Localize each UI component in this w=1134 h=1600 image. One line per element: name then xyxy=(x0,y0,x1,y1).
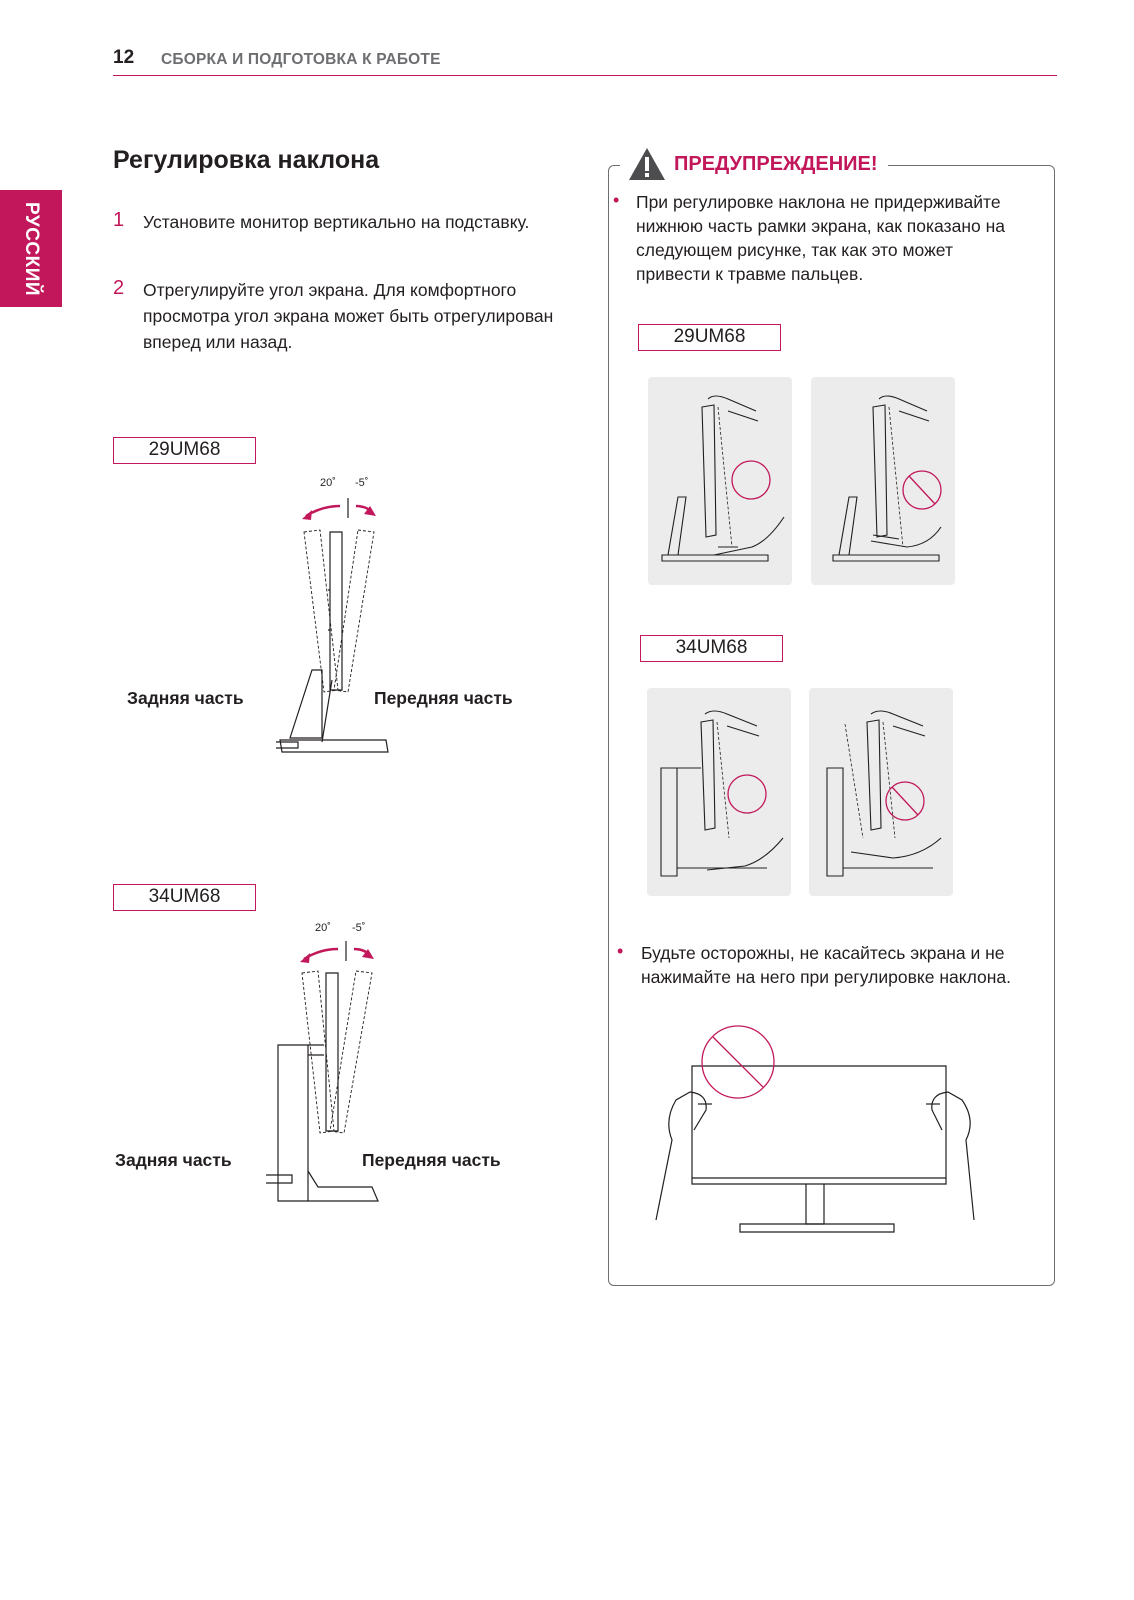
photo-hold-bottom-prohibited xyxy=(809,688,953,896)
angle-front-label: -5˚ xyxy=(355,477,369,489)
front-view-prohibited-illustration xyxy=(650,1020,980,1245)
step-2 xyxy=(113,277,563,367)
photo-hold-top-ok xyxy=(648,377,792,585)
warning-header-gap xyxy=(898,161,978,165)
main-heading: Регулировка наклона xyxy=(113,146,380,174)
warning-header xyxy=(620,144,888,184)
language-tab-label: РУССКИЙ xyxy=(21,201,42,296)
step-number: 1 xyxy=(113,209,125,231)
step-1 xyxy=(113,209,563,269)
step-number: 2 xyxy=(113,277,125,299)
model-label-34um68: 34UM68 xyxy=(640,635,783,662)
warning-text-1: При регулировке наклона не придерживайте нижнюю часть рамки экрана, как показано на следующем рисунке, так как это может привести к травме пальцев. xyxy=(636,192,1005,284)
page-number: 12 xyxy=(113,47,135,68)
warning-title: ПРЕДУПРЕЖДЕНИЕ! xyxy=(674,152,878,175)
bullet-icon: • xyxy=(617,941,624,961)
angle-back-label: 20˚ xyxy=(320,477,336,489)
tilt-diagram-29um68 xyxy=(260,490,410,770)
rear-label: Задняя часть xyxy=(127,688,244,708)
model-label-29um68: 29UM68 xyxy=(638,324,781,351)
warning-triangle-icon xyxy=(628,147,666,181)
model-label-29um68: 29UM68 xyxy=(113,437,256,464)
header-rule xyxy=(113,75,1057,76)
rear-label: Задняя часть xyxy=(115,1150,232,1170)
photo-hold-top-ok xyxy=(647,688,791,896)
bullet-icon: • xyxy=(613,190,620,210)
step-text: Установите монитор вертикально на подставку. xyxy=(143,212,530,232)
model-label-34um68: 34UM68 xyxy=(113,884,256,911)
warning-text-2: Будьте осторожны, не касайтесь экрана и не нажимайте на него при регулировке наклона. xyxy=(641,943,1011,987)
angle-front-label: -5˚ xyxy=(352,922,366,934)
language-tab xyxy=(0,190,62,307)
step-text: Отрегулируйте угол экрана. Для комфортного просмотра угол экрана может быть отрегулирован вперед или назад. xyxy=(143,280,554,352)
photo-hold-bottom-prohibited xyxy=(811,377,955,585)
front-label: Передняя часть xyxy=(362,1150,501,1170)
angle-back-label: 20˚ xyxy=(315,922,331,934)
section-title: СБОРКА И ПОДГОТОВКА К РАБОТЕ xyxy=(161,51,441,68)
front-label: Передняя часть xyxy=(374,688,513,708)
